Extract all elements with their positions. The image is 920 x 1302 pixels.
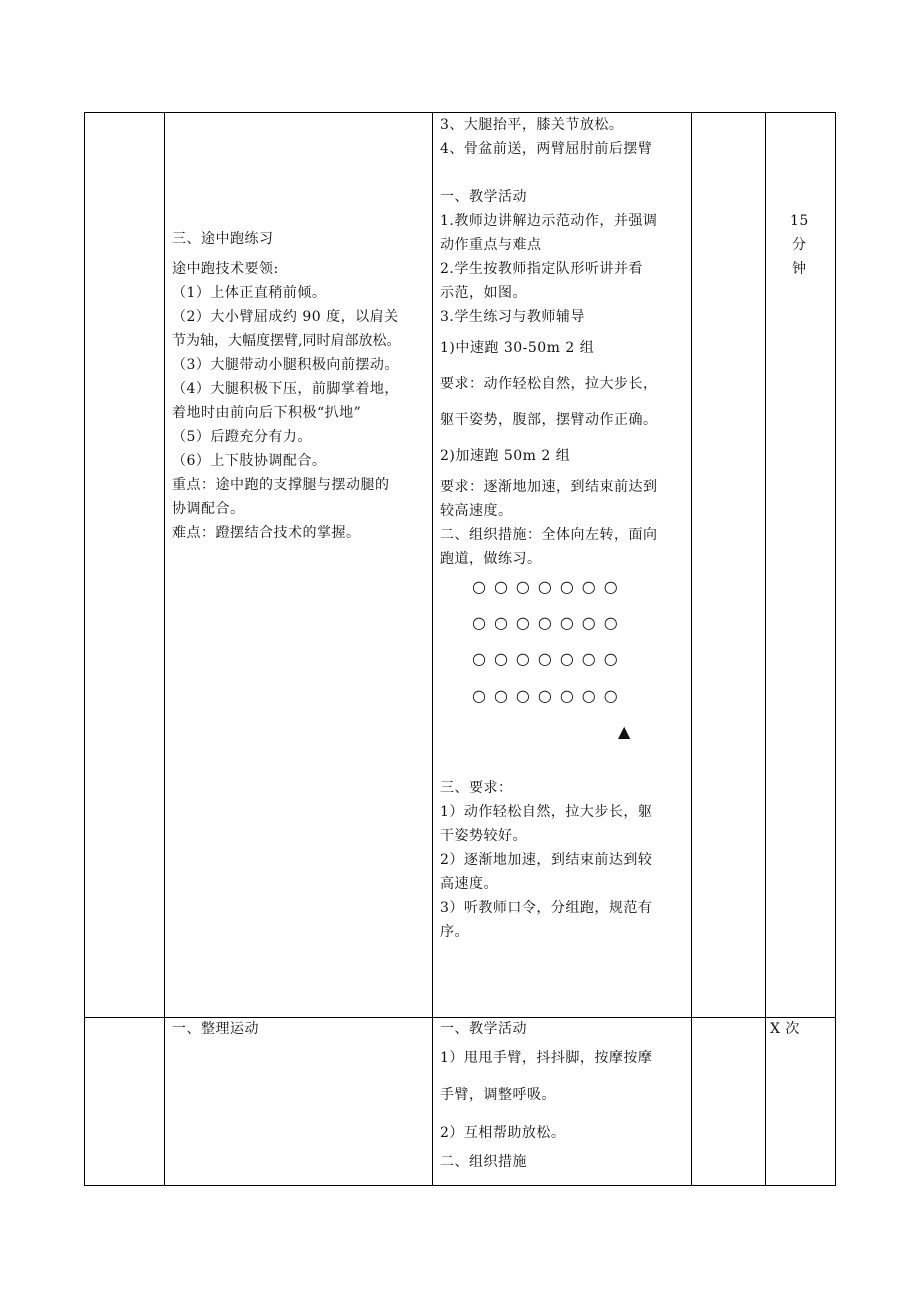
activity-line: 3.学生练习与教师辅导	[440, 309, 585, 325]
technique-line: 节为轴，大幅度摆臂,同时肩部放松。	[172, 333, 401, 349]
requirement-line: 要求：逐渐地加速，到结束前达到	[440, 479, 658, 495]
organization-line: 跑道，做练习。	[440, 551, 542, 567]
column-divider	[765, 113, 766, 1185]
time-unit: 分	[792, 237, 807, 253]
method-line: 3、大腿抬平，膝关节放松。	[440, 117, 624, 133]
time-value: 15	[790, 213, 809, 229]
time-unit: 钟	[792, 261, 807, 277]
activity-line: 2.学生按教师指定队形听讲并看	[440, 261, 643, 277]
technique-line: （4）大腿积极下压，前脚掌着地，	[172, 381, 399, 397]
section-subtitle: 途中跑技术要领:	[172, 261, 279, 277]
technique-line: （1）上体正直稍前倾。	[172, 285, 327, 301]
teacher-marker-icon: ▲	[618, 722, 631, 741]
repeat-count: X 次	[770, 1021, 800, 1037]
activity-line: 1）甩甩手臂，抖抖脚，按摩按摩	[440, 1050, 653, 1066]
activity-line: 1.教师边讲解边示范动作，并强调	[440, 213, 658, 229]
drill-line: 2)加速跑 50m 2 组	[440, 448, 571, 464]
formation-row: ○○○○○○○	[472, 613, 626, 632]
requirements-line: 1）动作轻松自然，拉大步长，躯	[440, 804, 653, 820]
formation-row: ○○○○○○○	[472, 686, 626, 705]
formation-row: ○○○○○○○	[472, 649, 626, 668]
requirements-line: 2）逐渐地加速，到结束前达到较	[440, 852, 653, 868]
requirement-line: 较高速度。	[440, 503, 513, 519]
column-divider	[164, 113, 165, 1185]
section-title: 三、途中跑练习	[172, 231, 274, 247]
activity-line: 2）互相帮助放松。	[440, 1125, 566, 1141]
activity-line: 示范，如图。	[440, 285, 527, 301]
column-divider	[432, 113, 433, 1185]
technique-line: （2）大小臂屈成约 90 度，以肩关	[172, 309, 399, 325]
activity-heading: 一、教学活动	[440, 1021, 527, 1037]
section-title: 一、整理运动	[172, 1021, 259, 1037]
requirements-line: 3）听教师口令，分组跑，规范有	[440, 900, 653, 916]
requirement-line: 躯干姿势，腹部，摆臂动作正确。	[440, 412, 658, 428]
requirements-line: 干姿势较好。	[440, 828, 527, 844]
requirements-line: 高速度。	[440, 876, 498, 892]
activity-line: 手臂，调整呼吸。	[440, 1087, 556, 1103]
organization-line: 二、组织措施：全体向左转，面向	[440, 527, 658, 543]
activity-heading: 一、教学活动	[440, 189, 527, 205]
key-point-line: 重点：途中跑的支撑腿与摆动腿的	[172, 477, 390, 493]
drill-line: 1)中速跑 30-50m 2 组	[440, 340, 595, 356]
technique-line: （6）上下肢协调配合。	[172, 453, 327, 469]
technique-line: （5）后蹬充分有力。	[172, 429, 312, 445]
activity-line: 动作重点与难点	[440, 237, 542, 253]
method-line: 4、骨盆前送，两臂屈肘前后摆臂	[440, 141, 653, 157]
difficulty-line: 难点：蹬摆结合技术的掌握。	[172, 525, 361, 541]
organization-heading: 二、组织措施	[440, 1154, 527, 1170]
technique-line: （3）大腿带动小腿积极向前摆动。	[172, 357, 399, 373]
requirements-heading: 三、要求：	[440, 780, 513, 796]
column-divider	[691, 113, 692, 1185]
key-point-line: 协调配合。	[172, 501, 245, 517]
technique-line: 着地时由前向后下积极“扒地”	[172, 405, 362, 421]
requirements-line: 序。	[440, 924, 469, 940]
requirement-line: 要求：动作轻松自然，拉大步长，	[440, 376, 658, 392]
formation-row: ○○○○○○○	[472, 577, 626, 596]
